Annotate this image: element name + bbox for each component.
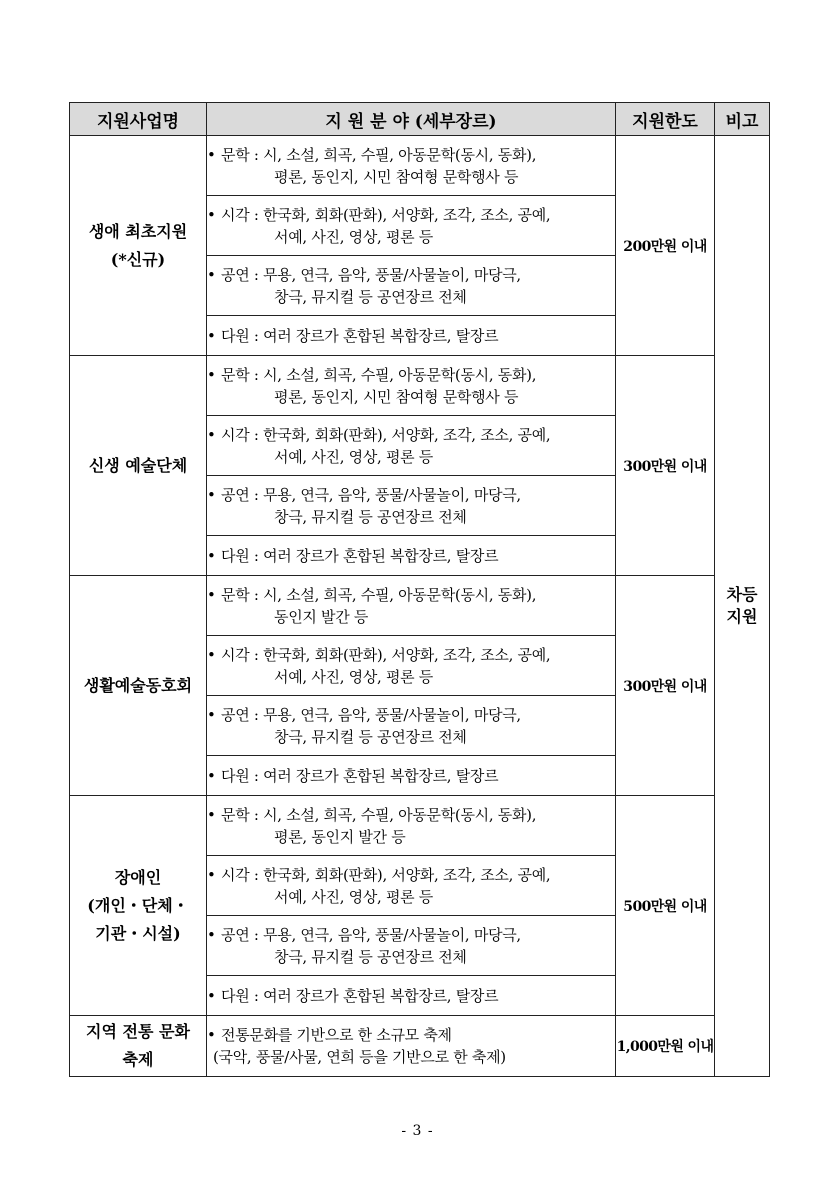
support-field-cell — [207, 696, 616, 756]
bullet-icon: • — [207, 145, 216, 164]
support-field-line: 문학 : 시, 소설, 희곡, 수필, 아동문학(동시, 동화), — [221, 365, 537, 384]
support-field-line: 다원 : 여러 장르가 혼합된 복합장르, 탈장르 — [221, 986, 499, 1005]
support-field-cell — [207, 476, 616, 536]
support-limit: 300만원 이내 — [616, 356, 715, 576]
bullet-icon: • — [207, 705, 216, 724]
bullet-icon: • — [207, 986, 216, 1005]
header-support-field: 지 원 분 야 (세부장르) — [207, 103, 616, 136]
support-field-line: 공연 : 무용, 연극, 음악, 풍물/사물놀이, 마당극, — [221, 265, 521, 284]
program-name-line: 지역 전통 문화 — [86, 1022, 190, 1041]
program-name — [70, 136, 207, 356]
support-field-line: 문학 : 시, 소설, 희곡, 수필, 아동문학(동시, 동화), — [221, 585, 537, 604]
support-limit: 200만원 이내 — [616, 136, 715, 356]
support-field-cell — [207, 316, 616, 356]
bullet-icon: • — [207, 326, 216, 345]
table-row — [70, 576, 770, 636]
header-program-name: 지원사업명 — [70, 103, 207, 136]
header-note: 비고 — [715, 103, 770, 136]
support-field-line: 다원 : 여러 장르가 혼합된 복합장르, 탈장르 — [221, 546, 499, 565]
bullet-icon: • — [207, 805, 216, 824]
program-name-line: 축제 — [122, 1050, 154, 1069]
support-limit: 1,000만원 이내 — [616, 1016, 715, 1077]
support-field-line: 창극, 뮤지컬 등 공연장르 전체 — [274, 287, 467, 306]
support-field-line: 평론, 동인지, 시민 참여형 문학행사 등 — [274, 167, 519, 186]
header-support-limit: 지원한도 — [616, 103, 715, 136]
support-field-cell — [207, 256, 616, 316]
bullet-icon: • — [207, 265, 216, 284]
bullet-icon: • — [207, 1026, 216, 1044]
support-field-line: 공연 : 무용, 연극, 음악, 풍물/사물놀이, 마당극, — [221, 705, 521, 724]
support-field-line: 동인지 발간 등 — [274, 607, 369, 626]
support-field-cell — [207, 976, 616, 1016]
program-name-line: 장애인 — [114, 867, 162, 887]
program-name-line: 생애 최초지원 — [88, 221, 188, 241]
support-field-line: 창극, 뮤지컬 등 공연장르 전체 — [274, 727, 467, 746]
table-row — [70, 1016, 770, 1077]
support-field-line: 서예, 사진, 영상, 평론 등 — [274, 227, 433, 246]
bullet-icon: • — [207, 546, 216, 565]
bullet-icon: • — [207, 585, 216, 604]
note-line: 지원 — [726, 607, 758, 626]
support-field-line: 서예, 사진, 영상, 평론 등 — [274, 667, 433, 686]
program-name-line: 생활예술동호회 — [83, 675, 193, 695]
bullet-icon: • — [207, 425, 216, 444]
support-field-line: 시각 : 한국화, 회화(판화), 서양화, 조각, 조소, 공예, — [221, 425, 551, 444]
bullet-icon: • — [207, 925, 216, 944]
support-field-cell — [207, 536, 616, 576]
support-field-cell — [207, 356, 616, 416]
program-name-line: 기관・시설) — [95, 923, 181, 943]
page-number: - 3 - — [401, 1123, 434, 1139]
bullet-icon: • — [207, 485, 216, 504]
support-field-cell — [207, 636, 616, 696]
support-field-line: 평론, 동인지, 시민 참여형 문학행사 등 — [274, 387, 519, 406]
support-field-line: 창극, 뮤지컬 등 공연장르 전체 — [274, 947, 467, 966]
support-field-cell — [207, 416, 616, 476]
support-limit: 300만원 이내 — [616, 576, 715, 796]
program-name-line: (개인・단체・ — [87, 895, 189, 915]
support-field-cell — [207, 916, 616, 976]
note-line: 차등 — [726, 585, 758, 604]
support-field-line: 다원 : 여러 장르가 혼합된 복합장르, 탈장르 — [221, 326, 499, 345]
support-field-line: (국악, 풍물/사물, 연희 등을 기반으로 한 축제) — [213, 1048, 506, 1066]
support-field-cell — [207, 1016, 616, 1077]
table-row — [70, 796, 770, 856]
support-field-line: 창극, 뮤지컬 등 공연장르 전체 — [274, 507, 467, 526]
note-cell — [715, 136, 770, 1077]
program-name-line: 신생 예술단체 — [88, 455, 188, 475]
support-field-line: 시각 : 한국화, 회화(판화), 서양화, 조각, 조소, 공예, — [221, 865, 551, 884]
program-name — [70, 796, 207, 1016]
support-field-line: 서예, 사진, 영상, 평론 등 — [274, 447, 433, 466]
bullet-icon: • — [207, 205, 216, 224]
support-field-line: 시각 : 한국화, 회화(판화), 서양화, 조각, 조소, 공예, — [221, 645, 551, 664]
support-limit: 500만원 이내 — [616, 796, 715, 1016]
support-field-line: 문학 : 시, 소설, 희곡, 수필, 아동문학(동시, 동화), — [221, 805, 537, 824]
support-field-line: 서예, 사진, 영상, 평론 등 — [274, 887, 433, 906]
support-field-line: 평론, 동인지 발간 등 — [274, 827, 406, 846]
bullet-icon: • — [207, 865, 216, 884]
bullet-icon: • — [207, 645, 216, 664]
support-field-line: 다원 : 여러 장르가 혼합된 복합장르, 탈장르 — [221, 766, 499, 785]
support-field-cell — [207, 576, 616, 636]
table-row — [70, 356, 770, 416]
support-field-cell — [207, 196, 616, 256]
support-field-cell — [207, 856, 616, 916]
table-header-row — [70, 103, 770, 136]
support-field-line: 공연 : 무용, 연극, 음악, 풍물/사물놀이, 마당극, — [221, 485, 521, 504]
program-name-line: (*신규) — [110, 249, 166, 269]
support-field-cell — [207, 136, 616, 196]
program-name — [70, 356, 207, 576]
program-name — [70, 576, 207, 796]
support-field-line: 공연 : 무용, 연극, 음악, 풍물/사물놀이, 마당극, — [221, 925, 521, 944]
support-field-line: 시각 : 한국화, 회화(판화), 서양화, 조각, 조소, 공예, — [221, 205, 551, 224]
support-field-line: 문학 : 시, 소설, 희곡, 수필, 아동문학(동시, 동화), — [221, 145, 537, 164]
bullet-icon: • — [207, 766, 216, 785]
support-program-table — [69, 102, 770, 1077]
support-field-cell — [207, 756, 616, 796]
program-name — [70, 1016, 207, 1077]
support-field-cell — [207, 796, 616, 856]
bullet-icon: • — [207, 365, 216, 384]
table-row — [70, 136, 770, 196]
support-field-line: 전통문화를 기반으로 한 소규모 축제 — [221, 1026, 452, 1044]
